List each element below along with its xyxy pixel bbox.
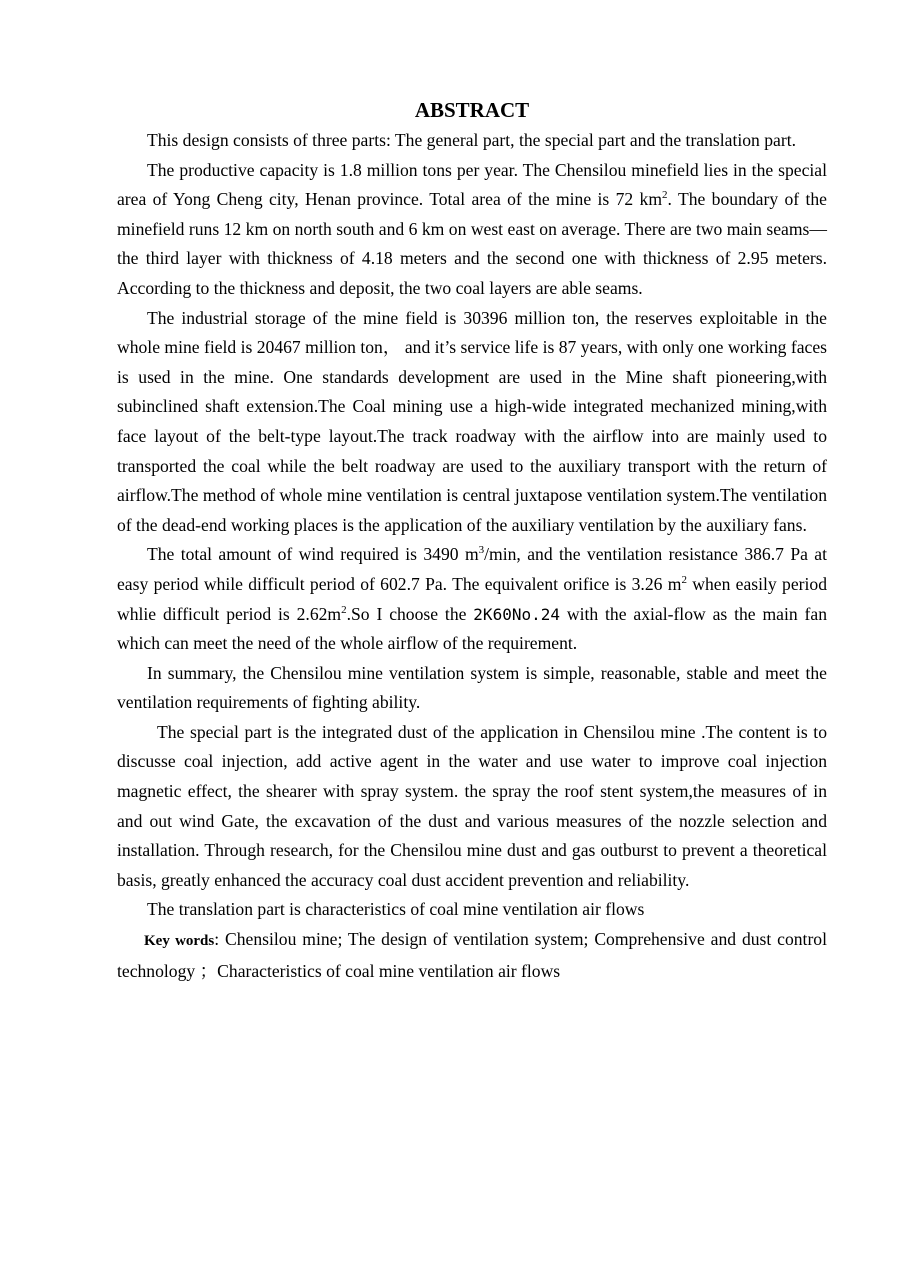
paragraph-minefield-text-b: . The boundary of the minefield runs 12 km on north south and 6 km on west east on average. There are two main seams—the third layer with thickness of 4.18 meters and the second one with thickness of 2.95 meters. According to the thickness and deposit, the two coal layers are able seams. [117,189,827,298]
keywords-label: Key words [144,933,215,950]
abstract-page [117,96,827,986]
fan-model: 2K60No.24 [473,604,560,624]
paragraph-minefield [117,156,827,304]
paragraph-overview: This design consists of three parts: The general part, the special part and the translation part. [147,130,796,150]
paragraph-translation-part: The translation part is characteristics of coal mine ventilation air flows [147,899,645,920]
paragraph-ventilation-text-a: The total amount of wind required is 3490 m [147,544,479,565]
keywords-line [117,925,827,986]
paragraph-storage: The industrial storage of the mine field is 30396 million ton, the reserves exploitable in the whole mine field is 20467 million ton， and it’s service life is 87 years, with only one working faces is used in the mine. One standards development are used in the Mine shaft pioneering,with subinclined shaft extension.The Coal mining use a high-wide integrated mechanized mining,with face layout of the belt-type layout.The track roadway with the airflow into are mainly used to transported the coal while the belt roadway are used to the auxiliary transport with the return of airflow.The method of whole mine ventilation is central juxtapose ventilation system.The ventilation of the dead-end working places is the application of the auxiliary ventilation by the auxiliary fans. [117,307,827,535]
paragraph-special-part: The special part is the integrated dust of the application in Chensilou mine .The content is to discusse coal injection, add active agent in the water and use water to improve coal injection magnetic effect, the shearer with spray system. the spray the roof stent system,the measures of in and out wind Gate, the excavation of the dust and various measures of the nozzle selection and installation. Through research, for the Chensilou mine dust and gas outburst to prevent a theoretical basis, greatly enhanced the accuracy coal dust accident prevention and reliability. [117,721,827,890]
abstract-title: ABSTRACT [414,98,530,122]
superscript-m3: 3 [478,544,485,557]
paragraph-ventilation-text-e: with the axial-flow as the main fan which can meet the need of the whole airflow of the requirement. [117,603,827,654]
paragraph-minefield-text-a: The productive capacity is 1.8 million tons per year. The Chensilou minefield lies in the special area of Yong Cheng city, Henan province. Total area of the mine is 72 km [117,159,827,210]
paragraph-ventilation [117,540,827,658]
paragraph-ventilation-text-d: .So I choose the [346,603,474,624]
superscript-m2-b: 2 [341,603,347,616]
paragraph-summary: In summary, the Chensilou mine ventilation system is simple, reasonable, stable and meet the ventilation requirements of fighting ability. [117,662,827,713]
paragraph-ventilation-text-c: when easily period whlie difficult period is 2.62m [117,573,827,624]
keywords-text: : Chensilou mine; The design of ventilation system; Comprehensive and dust control technology ；Characteristics of coal mine ventilation air flows [117,929,827,981]
superscript-m2-a: 2 [681,574,687,587]
paragraph-ventilation-text-b: /min, and the ventilation resistance 386.7 Pa at easy period while difficult period of 602.7 Pa. The equivalent orifice is 3.26 m [117,544,828,594]
superscript-km2: 2 [662,189,668,202]
